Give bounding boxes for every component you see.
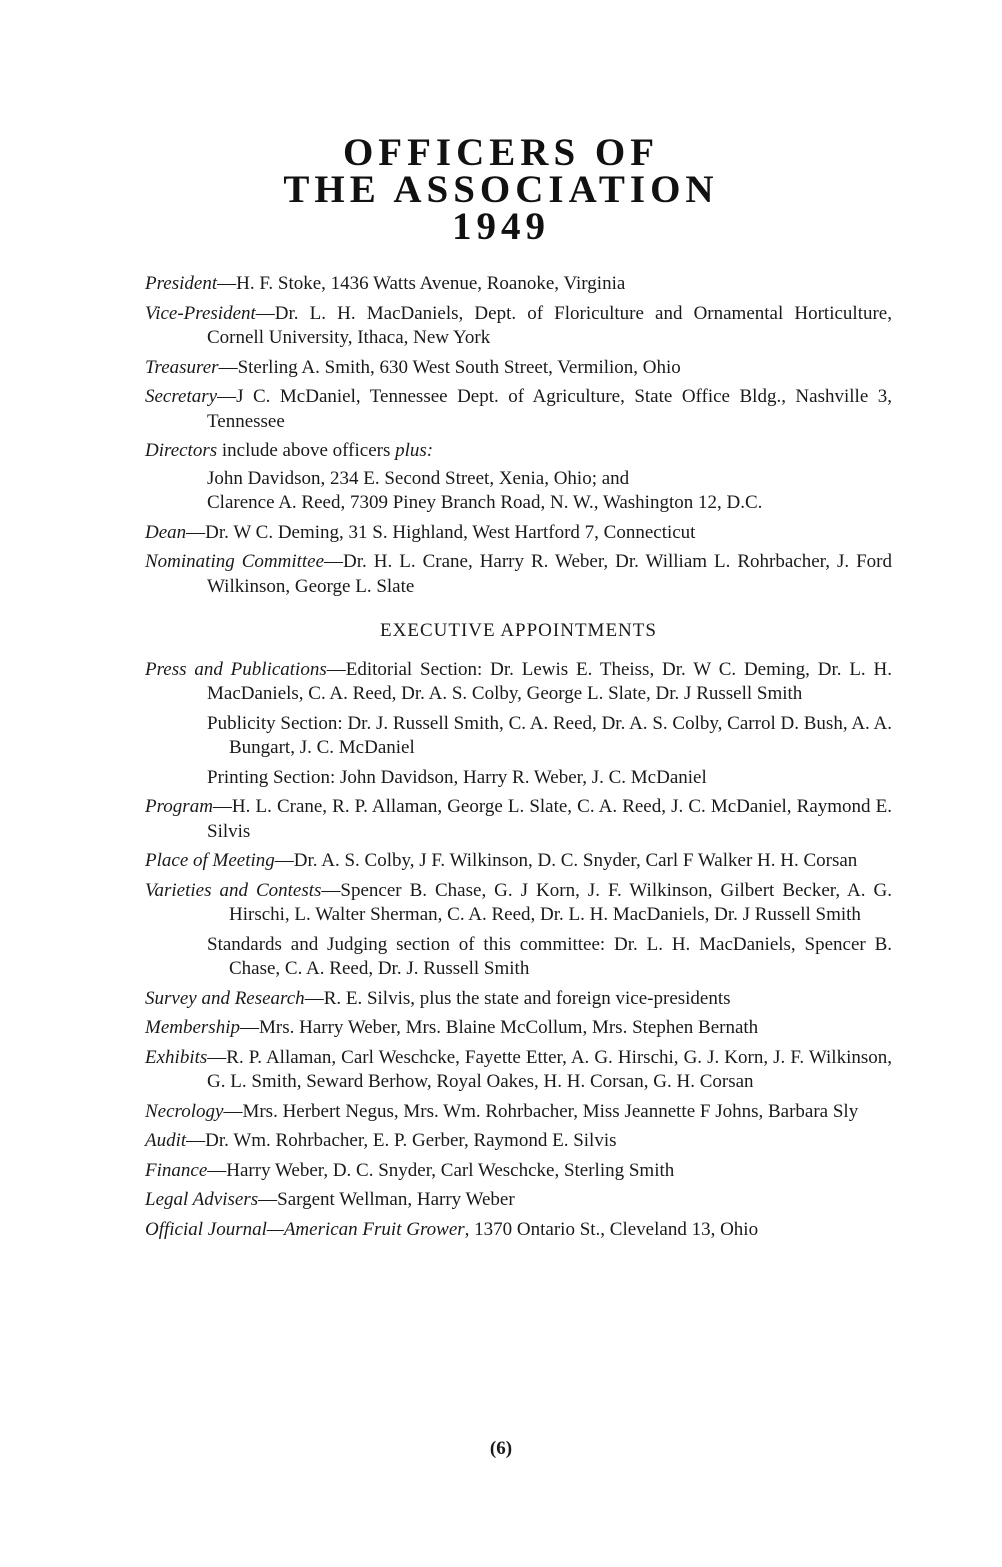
appointment-label: Press and Publications	[145, 658, 327, 680]
officer-vice-president	[145, 302, 892, 351]
appointment-varieties	[145, 879, 892, 928]
title-line-2: THE ASSOCIATION	[283, 168, 719, 211]
appointment-label: Exhibits	[145, 1046, 208, 1068]
officer-text: —Dr. L. H. MacDaniels, Dept. of Floriculture and Ornamental Horticulture, Cornell University, Ithaca, New York	[207, 302, 892, 348]
appointment-label: Official Journal	[145, 1218, 267, 1240]
appointment-place-of-meeting	[145, 849, 892, 874]
appointment-text: , 1370 Ontario St., Cleveland 13, Ohio	[464, 1218, 759, 1240]
appointment-text: —Dr. Wm. Rohrbacher, E. P. Gerber, Raymond E. Silvis	[186, 1130, 617, 1151]
appointment-text: —Mrs. Herbert Negus, Mrs. Wm. Rohrbacher, Miss Jeannette F Johns, Barbara Sly	[223, 1100, 859, 1122]
appointment-text: —Spencer B. Chase, G. J Korn, J. F. Wilkinson, Gilbert Becker, A. G. Hirschi, L. Walter Sherman, C. A. Reed, Dr. L. H. MacDaniels, Dr. J Russell Smith	[229, 879, 892, 925]
appointment-label: Program	[145, 796, 213, 817]
directors-plus: plus:	[395, 440, 434, 461]
officer-text: —Dr. H. L. Crane, Harry R. Weber, Dr. William L. Rohrbacher, J. Ford Wilkinson, George L. Slate	[207, 551, 892, 597]
officer-label: Vice-President	[145, 302, 256, 324]
officer-label: Treasurer	[145, 356, 219, 378]
officer-label: Secretary	[145, 386, 218, 407]
appointment-text: —Editorial Section: Dr. Lewis E. Theiss, Dr. W C. Deming, Dr. L. H. MacDaniels, C. A. Reed, Dr. A. S. Colby, George L. Slate, Dr. J Russell Smith	[207, 658, 892, 704]
appointment-text: —Mrs. Harry Weber, Mrs. Blaine McCollum, Mrs. Stephen Bernath	[239, 1017, 759, 1038]
appointment-text: —Sargent Wellman, Harry Weber	[258, 1189, 515, 1210]
appointment-press	[145, 658, 892, 707]
appointment-label: Necrology	[145, 1100, 224, 1122]
journal-name: American Fruit Grower	[283, 1218, 465, 1240]
appointment-text: —Dr. A. S. Colby, J F. Wilkinson, D. C. Snyder, Carl F Walker H. H. Corsan	[274, 850, 858, 871]
appointment-label: Survey and Research	[145, 987, 305, 1009]
directors-label: Directors	[145, 440, 218, 461]
appointment-survey	[145, 987, 892, 1012]
page-number: (6)	[489, 1438, 513, 1459]
appointment-text: —R. P. Allaman, Carl Weschcke, Fayette Etter, A. G. Hirschi, G. J. Korn, J. F. Wilkinson, G. L. Smith, Seward Berhow, Royal Oakes, H. H. Corsan, G. H. Corsan	[207, 1046, 892, 1092]
officer-text: —H. F. Stoke, 1436 Watts Avenue, Roanoke, Virginia	[217, 273, 626, 294]
appointment-label: Legal Advisers	[145, 1189, 259, 1210]
page-title	[0, 131, 1002, 248]
officer-text: —Dr. W C. Deming, 31 S. Highland, West Hartford 7, Connecticut	[186, 521, 696, 543]
appointment-label: Membership	[145, 1017, 240, 1038]
appointment-label: Audit	[145, 1130, 187, 1151]
directors-text: include above officers	[217, 440, 396, 461]
director-davidson: John Davidson, 234 E. Second Street, Xenia, Ohio; and	[207, 467, 630, 489]
appointment-finance	[145, 1159, 892, 1184]
officer-text: —Sterling A. Smith, 630 West South Street, Vermilion, Ohio	[218, 356, 681, 378]
appointment-membership	[145, 1016, 892, 1041]
appointment-necrology	[145, 1100, 892, 1125]
appointment-text: —Harry Weber, D. C. Snyder, Carl Weschcke, Sterling Smith	[207, 1159, 675, 1181]
directors-entry	[145, 439, 892, 464]
journal-dash: —	[266, 1218, 284, 1240]
appointment-official-journal	[145, 1218, 892, 1243]
executive-appointments-heading: EXECUTIVE APPOINTMENTS	[380, 620, 657, 641]
officer-text: —J C. McDaniel, Tennessee Dept. of Agriculture, State Office Bldg., Nashville 3, Tennessee	[207, 386, 892, 432]
title-line-3: 1949	[452, 205, 550, 248]
varieties-standards-section: Standards and Judging section of this committee: Dr. L. H. MacDaniels, Spencer B. Chase, C. A. Reed, Dr. J. Russell Smith	[207, 933, 892, 979]
appointment-exhibits	[145, 1046, 892, 1095]
officer-president	[145, 272, 892, 297]
officers-list	[145, 272, 892, 1247]
appointment-program	[145, 795, 892, 844]
appointment-legal	[145, 1188, 892, 1213]
press-printing-section: Printing Section: John Davidson, Harry R. Weber, J. C. McDaniel	[207, 766, 707, 788]
officer-label: Dean	[145, 521, 187, 543]
appointment-text: —R. E. Silvis, plus the state and foreign vice-presidents	[304, 987, 731, 1009]
director-reed: Clarence A. Reed, 7309 Piney Branch Road, N. W., Washington 12, D.C.	[207, 492, 763, 513]
officer-secretary	[145, 385, 892, 434]
officer-label: Nominating Committee	[145, 551, 325, 572]
press-publicity-section: Publicity Section: Dr. J. Russell Smith, C. A. Reed, Dr. A. S. Colby, Carrol D. Bush, A. A. Bungart, J. C. McDaniel	[207, 712, 892, 758]
title-line-1: OFFICERS OF	[342, 131, 660, 174]
officer-label: President	[145, 273, 218, 294]
appointment-text: —H. L. Crane, R. P. Allaman, George L. Slate, C. A. Reed, J. C. McDaniel, Raymond E. Silvis	[207, 796, 892, 842]
officer-dean	[145, 521, 892, 546]
appointment-label: Finance	[145, 1159, 208, 1181]
officer-treasurer	[145, 356, 892, 381]
appointment-audit	[145, 1129, 892, 1154]
appointment-label: Varieties and Contests	[145, 879, 322, 901]
appointment-label: Place of Meeting	[145, 850, 275, 871]
nominating-committee	[145, 550, 892, 599]
